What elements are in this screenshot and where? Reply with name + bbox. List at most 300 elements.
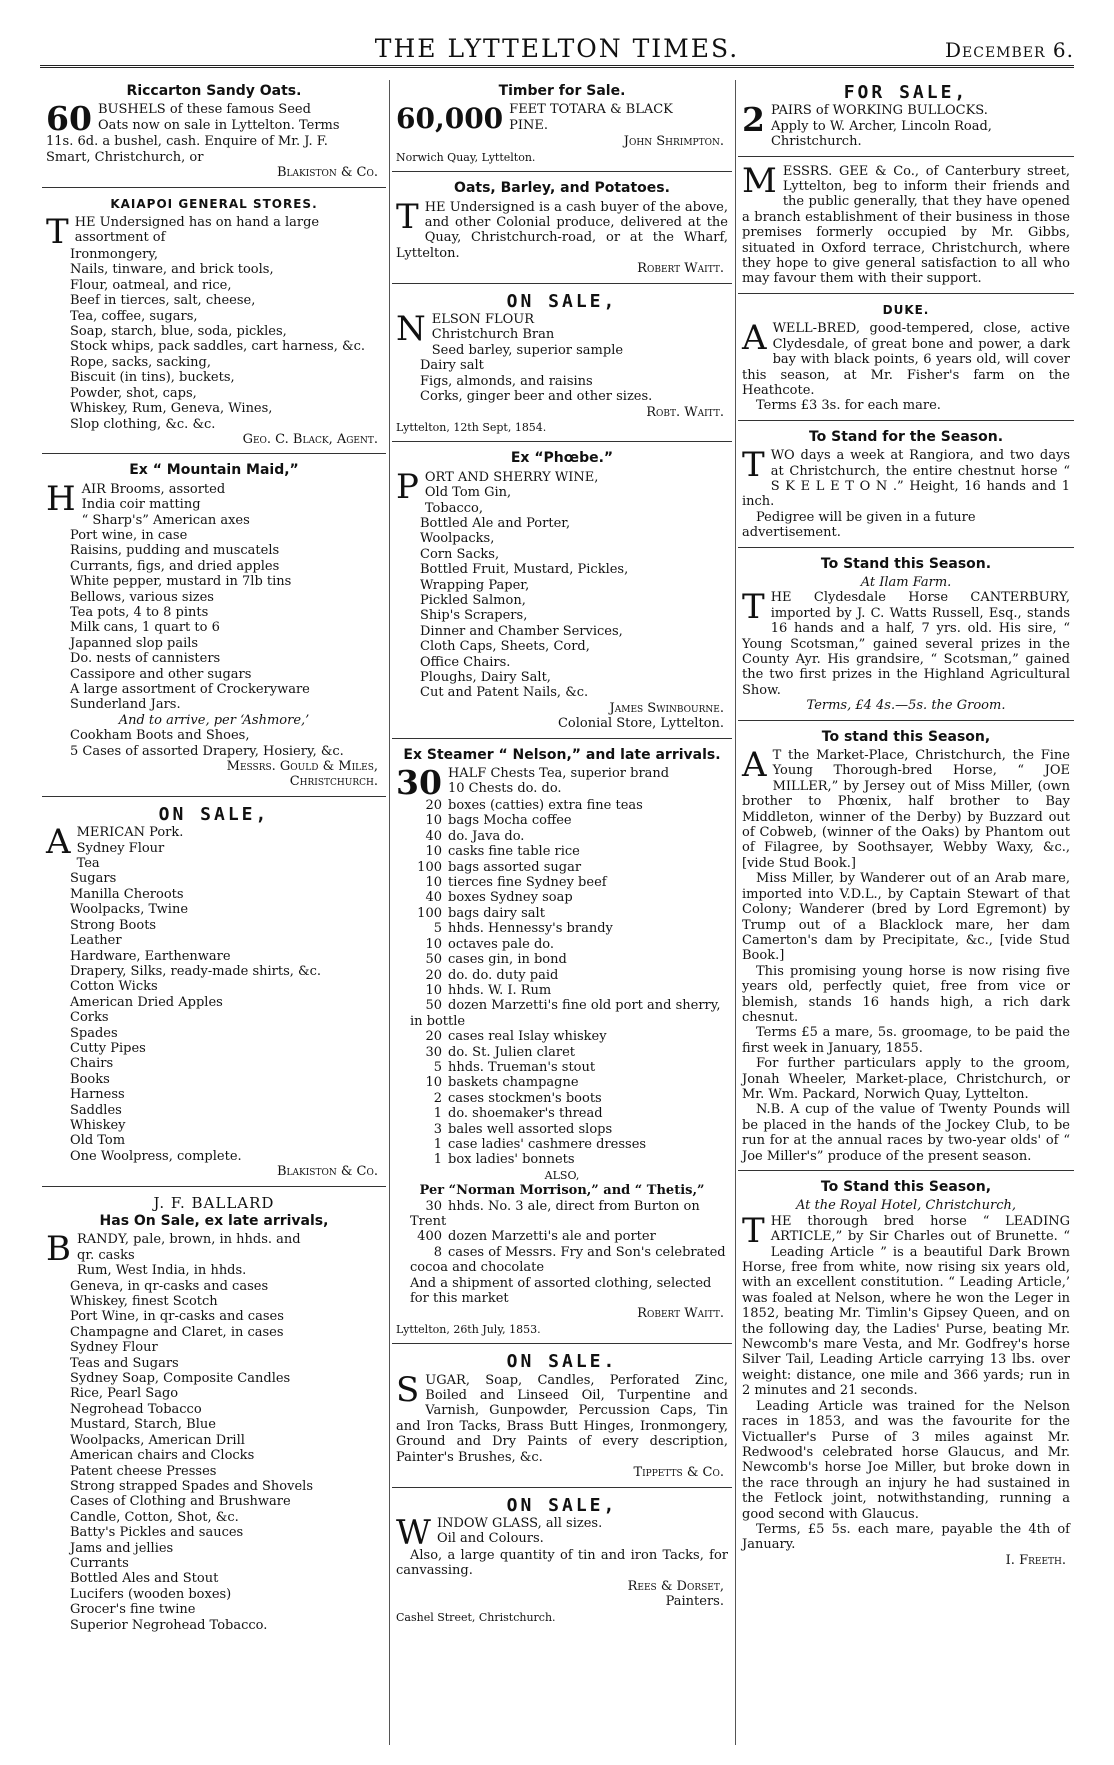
list-item: Flour, oatmeal, and rice,: [70, 277, 232, 293]
ad-text: AIR Brooms, assorted: [81, 481, 226, 497]
list-item: Cookham Boots and Shoes,: [70, 728, 250, 744]
item-description: bags dairy salt: [448, 905, 545, 921]
list-item: [396, 1229, 728, 1244]
ad-heading: To stand this Season,: [821, 728, 991, 745]
list-item: Figs, almonds, and raisins: [420, 373, 593, 389]
ad-oats-barley: [392, 177, 732, 283]
ad-text: 11s. 6d. a bushel, cash. Enquire of Mr. J. F.: [46, 134, 328, 150]
item-description: cases of Messrs. Fry and Son's celebrated cocoa and chocolate: [410, 1244, 726, 1276]
ad-timber: [392, 80, 732, 172]
item-quantity: 20: [425, 798, 442, 814]
list-item: Patent cheese Presses: [70, 1463, 217, 1479]
list-item: Lucifers (wooden boxes): [70, 1586, 232, 1602]
item-quantity: 1: [433, 1106, 442, 1122]
drop-cap: S: [396, 1369, 420, 1410]
list-item: Cutty Pipes: [70, 1040, 146, 1056]
list-item: Office Chairs.: [420, 654, 511, 670]
list-item: Jams and jellies: [70, 1540, 174, 1556]
item-quantity: 5: [433, 1059, 442, 1075]
item-description: case ladies' cashmere dresses: [448, 1136, 647, 1152]
ad-text: ELSON FLOUR: [431, 312, 534, 328]
list-item: [396, 1075, 728, 1090]
list-item: Whiskey, Rum, Geneva, Wines,: [70, 401, 273, 417]
drop-cap: A: [742, 318, 767, 359]
list-item: Corks: [70, 1010, 109, 1026]
ad-text: Apply to W. Archer, Lincoln Road, Christchurch.: [770, 118, 992, 150]
item-description: cases real Islay whiskey: [448, 1029, 607, 1045]
ad-signature: Rees & Dorset,: [627, 1578, 724, 1594]
item-quantity: 1: [433, 1152, 442, 1168]
list-item: Chairs: [70, 1056, 114, 1072]
list-item: Candle, Cotton, Shot, &c.: [70, 1509, 239, 1525]
list-item: Bottled Fruit, Mustard, Pickles,: [420, 562, 629, 578]
item-quantity: 10: [425, 1075, 442, 1091]
ad-signature: Robert Waitt.: [637, 261, 724, 277]
ad-phoebe: [392, 447, 732, 738]
list-item: Ship's Scrapers,: [420, 608, 528, 624]
ad-heading: ON SALE.: [506, 1351, 618, 1373]
list-item: Batty's Pickles and sauces: [70, 1525, 244, 1541]
list-item: Bottled Ales and Stout: [70, 1571, 219, 1587]
ad-subheading: At the Royal Hotel, Christchurch,: [795, 1198, 1017, 1214]
list-item: Sugars: [70, 871, 117, 887]
list-item: American Dried Apples: [70, 994, 223, 1010]
item-description: boxes Sydney soap: [448, 890, 573, 906]
ad-sugar: [392, 1349, 732, 1487]
list-item: Biscuit (in tins), buckets,: [70, 370, 235, 386]
list-item: Leather: [70, 933, 122, 949]
ad-signature: Blakiston & Co.: [276, 1164, 378, 1180]
ad-window-glass: [392, 1493, 732, 1631]
list-item: Old Tom Gin,: [424, 485, 512, 501]
list-item: [396, 844, 728, 859]
list-item: Tea, coffee, sugars,: [70, 308, 198, 324]
list-item: [396, 1060, 728, 1075]
item-description: casks fine table rice: [448, 844, 580, 860]
ad-heading: To Stand this Season.: [820, 555, 992, 572]
ad-signature: James Swinbourne.: [609, 700, 724, 716]
ad-date: Lyttelton, 26th July, 1853.: [396, 1322, 541, 1336]
list-item: Pickled Salmon,: [420, 592, 526, 608]
ad-heading: Ex “ Mountain Maid,”: [129, 462, 299, 479]
list-item: Christchurch Bran: [431, 327, 555, 343]
item-description: dozen Marzetti's fine old port and sherry, in bottle: [410, 998, 721, 1029]
ad-mountain-maid: [42, 459, 386, 797]
ad-heading: ON SALE,: [506, 1494, 618, 1516]
drop-cap: A: [742, 745, 767, 786]
ad-text: Miss Miller, by Wanderer out of an Arab mare, imported into V.D.L., by Captain Stewart of that Colony; Wanderer (bred by Lord Egremont) by Trump out of a Blacklock mare, her dam Camerton's dam by Precipitate, &c., [vide Stud Book.]: [742, 871, 1070, 964]
list-item: [396, 1122, 728, 1137]
list-item: Superior Negrohead Tobacco.: [70, 1617, 268, 1633]
list-item: Sydney Flour: [70, 1340, 158, 1356]
list-item: Tea: [76, 856, 100, 872]
list-item: Woolpacks,: [420, 531, 495, 547]
ad-heading: KAIAPOI GENERAL STORES.: [110, 196, 318, 211]
list-item: [396, 968, 728, 983]
ad-signature: Robert Waitt.: [637, 1306, 724, 1322]
item-list: [46, 247, 382, 432]
ad-text: WO days a week at Rangiora, and two days at Christchurch, the entire chestnut horse “ S K E L E T O N .” Height, 16 hands and 1 inch.: [742, 448, 1070, 510]
list-item: Tobacco,: [424, 500, 483, 516]
list-item: Sydney Flour: [76, 840, 165, 856]
ad-text: N.B. A cup of the value of Twenty Pounds will be placed in the hands of the Jockey Club, to be run for at the annual races by two-year olds' of “ Joe Miller's” produce of the present season.: [742, 1102, 1070, 1164]
list-item: Manilla Cheroots: [70, 886, 184, 902]
ad-text: HE Undersigned is a cash buyer of the above, and other Colonial produce, delivered at the Quay, Christchurch-road, or at the Wharf, Lyttelton.: [396, 199, 728, 261]
ad-bullocks: [738, 80, 1074, 157]
list-item: [396, 829, 728, 844]
list-item: Strong strapped Spades and Shovels: [70, 1478, 313, 1494]
ad-number: 60,000: [396, 102, 504, 136]
column-rule: [735, 80, 736, 1745]
item-description: boxes (catties) extra fine teas: [448, 798, 643, 814]
list-item: [396, 1199, 728, 1230]
item-description: bags assorted sugar: [448, 859, 582, 875]
list-item: [396, 875, 728, 890]
ad-joe-miller: [738, 726, 1074, 1171]
item-quantity: 10: [425, 982, 442, 998]
item-description: box ladies' bonnets: [448, 1152, 575, 1168]
ad-text: And a shipment of assorted clothing, selected for this market: [410, 1275, 712, 1307]
ad-heading: Ex “Phœbe.”: [510, 450, 614, 467]
item-quantity: 20: [425, 967, 442, 983]
list-item: India coir matting: [81, 497, 201, 513]
ad-subheading: At Ilam Farm.: [860, 574, 952, 590]
newspaper-title: THE LYTTELTON TIMES.: [374, 34, 740, 63]
drop-cap: T: [742, 445, 765, 486]
list-item: Bottled Ale and Porter,: [420, 515, 571, 531]
ad-heading: Timber for Sale.: [498, 83, 626, 99]
ad-text: HE Clydesdale Horse CANTERBURY, imported by J. C. Watts Russell, Esq., stands 16 hands and a half, 7 yrs. old. His sire, “ Young Scotsman,” gained several prizes in the County Ayr. His grandsire, “ Scotsman,” gained the two first prizes in the Highland Agricultural Show.: [742, 590, 1070, 698]
list-item: Tea pots, 4 to 8 pints: [70, 604, 209, 620]
list-item: Currants: [70, 1555, 129, 1571]
ad-signature: Colonial Store, Lyttelton.: [557, 716, 724, 732]
ad-signature: Robt. Waitt.: [646, 404, 724, 420]
ad-date: Lyttelton, 12th Sept, 1854.: [396, 420, 547, 434]
column-3: [738, 80, 1074, 1745]
ad-text: BUSHELS of these famous Seed: [97, 102, 311, 118]
item-description: bales well assorted slops: [448, 1121, 613, 1137]
ad-heading: ON SALE,: [158, 803, 270, 825]
list-item: Hardware, Earthenware: [70, 948, 231, 964]
item-quantity: 50: [425, 952, 442, 968]
ad-text: Oil and Colours.: [436, 1531, 544, 1547]
list-item: Cloth Caps, Sheets, Cord,: [420, 639, 590, 655]
list-item: [396, 813, 728, 828]
list-item: [396, 937, 728, 952]
ad-signature: Messrs. Gould & Miles,: [226, 759, 378, 775]
list-item: Do. nests of cannisters: [70, 651, 221, 667]
item-description: do. shoemaker's thread: [448, 1106, 603, 1122]
list-item: qr. casks: [77, 1247, 135, 1263]
list-item: [396, 998, 728, 1029]
item-list: [396, 798, 728, 1168]
list-item: Ploughs, Dairy Salt,: [420, 670, 551, 685]
list-item: Powder, shot, caps,: [70, 385, 197, 401]
ad-kaiapoi-stores: [42, 193, 386, 455]
list-item: Port Wine, in qr-casks and cases: [70, 1309, 284, 1325]
list-item: Woolpacks, Twine: [70, 902, 189, 918]
ad-text: T the Market-Place, Christchurch, the Fine Young Thorough-bred Horse, “ JOE MILLER,” by Jersey out of Miss Miller, (own brother to Phœnix, half brother to Bay Middleton, winner of the Derby) by Buzzard out of Cobweb, (winner of the Oaks) by Phantom out of Filagree, by Soothsayer, Webby Waxy, &c., [vide Stud Book.]: [742, 748, 1070, 871]
item-description: tierces fine Sydney beef: [448, 875, 607, 891]
drop-cap: N: [396, 309, 426, 350]
list-item: [396, 983, 728, 998]
ad-text: assortment of: [74, 230, 166, 246]
ad-subheading: Per “Norman Morrison,” and “ Thetis,”: [419, 1183, 705, 1199]
item-description: hhds. W. I. Rum: [448, 982, 552, 998]
drop-cap: W: [396, 1512, 431, 1553]
ad-text: UGAR, Soap, Candles, Perforated Zinc, Boiled and Linseed Oil, Turpentine and Varnish, Gunpowder, Percussion Caps, Tin and Iron Tacks, Brass Butt Hinges, Ironmongery, Ground and Dry Paints of every description, Painter's Brushes, &c.: [396, 1372, 728, 1465]
item-list: [46, 1248, 382, 1633]
ad-signature: Tippetts & Co.: [633, 1465, 724, 1481]
list-item: White pepper, mustard in 7lb tins: [70, 574, 292, 590]
ad-ballard: [42, 1192, 386, 1639]
ad-signature: John Shrimpton.: [623, 134, 724, 150]
ad-text: HE Undersigned has on hand a large: [74, 215, 320, 231]
list-item: Stock whips, pack saddles, cart harness, &c.: [70, 339, 365, 355]
list-item: Cassipore and other sugars: [70, 666, 252, 682]
list-item: [396, 1029, 728, 1044]
ad-text: This promising young horse is now rising five years old, perfectly quiet, free from vice or blemish, stands 16 hands high, a rich dark chesnut.: [742, 963, 1070, 1025]
list-item: Grocer's fine twine: [70, 1602, 196, 1618]
ad-text: Leading Article was trained for the Nelson races in 1853, and was the favourite for the Victualler's Purse of 3 miles against Mr. Redwood's celebrated horse Glaucus, and Mr. Newcomb's horse Joe Miller, but broke down in the race through an injury he had sustained in the Fetlock joint, notwithstanding, running a good second with Glaucus.: [742, 1398, 1070, 1522]
drop-cap: A: [46, 822, 71, 863]
item-quantity: 100: [417, 859, 442, 875]
ad-gee-co: [738, 162, 1074, 294]
ad-text: HE thorough bred horse “ LEADING ARTICLE,” by Sir Charles out of Brunette. “ Leading Article ” is a beautiful Dark Brown Horse, free from white, now rising six years old, with an excellent constitution. “ Leading Article,’ was foaled at Nelson, where he won the Leger in 1852, beating Mr. Timlin's Gipsey Queen, and on the following day, the Ladies' Purse, beating Mr. Newcomb's mare Vesta, and Mr. Godfrey's horse Silver Tail, Leading Article carrying 13 lbs. over weight: distance, one mile and 366 yards; run in 2 minutes and 21 seconds.: [742, 1213, 1070, 1399]
ad-canterbury: [738, 553, 1074, 721]
drop-cap: T: [46, 212, 69, 253]
list-item: Whiskey: [70, 1117, 126, 1133]
ad-on-sale-american: [42, 802, 386, 1187]
item-list: [46, 497, 382, 713]
list-item: Wrapping Paper,: [420, 577, 530, 593]
ad-text: PAIRS of WORKING BULLOCKS.: [770, 103, 988, 119]
item-list: [46, 728, 382, 759]
ad-text: Also, a large quantity of tin and iron Tacks, for canvassing.: [396, 1547, 728, 1579]
list-item: [396, 1245, 728, 1276]
list-item: Corks, ginger beer and other sizes.: [420, 389, 653, 405]
ad-terms: Terms £3 3s. for each mare.: [756, 398, 941, 414]
ad-text: ESSRS. GEE & Co., of Canterbury street, Lyttelton, beg to inform their friends and the public generally, that they have opened a branch establishment of their business in those premises formerly occupied by Mr. Gibbs, situated in Oxford terrace, Christchurch, where they hope to give general satisfaction to all who may favour them with their support.: [742, 163, 1070, 287]
item-description: cases gin, in bond: [448, 952, 567, 968]
list-item: [396, 952, 728, 967]
list-item: Rice, Pearl Sago: [70, 1386, 179, 1402]
column-rule: [389, 80, 390, 1745]
ad-text: PINE.: [509, 117, 549, 133]
ad-signature: Painters.: [665, 1594, 724, 1610]
list-item: [396, 798, 728, 813]
item-quantity: 400: [417, 1229, 442, 1245]
item-quantity: 40: [425, 890, 442, 906]
list-item: [396, 1091, 728, 1106]
list-item: Nails, tinware, and brick tools,: [70, 262, 274, 278]
list-item: Drapery, Silks, ready-made shirts, &c.: [70, 963, 322, 979]
ad-place: Cashel Street, Christchurch.: [396, 1610, 556, 1624]
list-item: Dinner and Chamber Services,: [420, 623, 623, 639]
ad-skeleton: [738, 426, 1074, 548]
item-description: do. do. duty paid: [448, 967, 559, 983]
ad-nelson-flour: [392, 289, 732, 443]
ad-steamer-nelson: [392, 744, 732, 1345]
list-item: 5 Cases of assorted Drapery, Hosiery, &c.: [70, 743, 344, 759]
item-quantity: 30: [425, 1198, 442, 1214]
column-1: [42, 80, 386, 1745]
ad-text: ORT AND SHERRY WINE,: [424, 469, 599, 485]
ad-text: WELL-BRED, good-tempered, close, active Clydesdale, of great bone and power, a dark bay with black points, 6 years old, will cover this season, at Mr. Fisher's farm on the Heathcote.: [742, 321, 1070, 398]
list-item: Strong Boots: [70, 917, 157, 933]
item-quantity: 10: [425, 813, 442, 829]
list-item: A large assortment of Crockeryware: [70, 682, 310, 697]
item-list: [396, 485, 728, 701]
list-item: Mustard, Starch, Blue: [70, 1417, 216, 1433]
list-item: Raisins, pudding and muscatels: [70, 543, 280, 559]
item-description: dozen Marzetti's ale and porter: [448, 1229, 656, 1245]
item-list: [396, 327, 728, 404]
ad-signature: Blakiston & Co.: [276, 165, 378, 181]
masthead: [40, 30, 1074, 68]
list-item: [396, 1045, 728, 1060]
list-item: Ironmongery,: [70, 247, 159, 263]
list-item: Port wine, in case: [70, 527, 188, 543]
item-description: hhds. Hennessy's brandy: [448, 921, 613, 937]
item-list: [46, 841, 382, 1165]
drop-cap: T: [742, 587, 765, 628]
ad-number: 2: [742, 100, 765, 140]
list-item: Milk cans, 1 quart to 6: [70, 620, 220, 636]
ad-text: For further particulars apply to the groom, Jonah Wheeler, Market-place, Christchurch, or Mr. Wm. Packard, Norwich Quay, Lyttelton.: [742, 1056, 1070, 1102]
drop-cap: T: [396, 196, 419, 237]
item-description: baskets champagne: [448, 1075, 579, 1091]
list-item: Japanned slop pails: [70, 635, 199, 651]
ad-text: 10 Chests do. do.: [447, 781, 562, 797]
list-item: [396, 860, 728, 875]
ad-text: INDOW GLASS, all sizes.: [436, 1515, 603, 1531]
drop-cap: T: [742, 1210, 765, 1251]
ad-terms: Terms, £4 4s.—5s. the Groom.: [806, 698, 1006, 714]
list-item: Sunderland Jars.: [70, 697, 181, 713]
ad-also: ALSO,: [544, 1168, 580, 1182]
drop-cap: P: [396, 466, 419, 507]
ad-text: Terms £5 a mare, 5s. groomage, to be paid the first week in January, 1855.: [742, 1025, 1070, 1056]
ad-heading: To Stand this Season,: [820, 1179, 992, 1195]
list-item: Teas and Sugars: [70, 1355, 179, 1371]
ad-heading: ON SALE,: [506, 290, 618, 312]
list-item: Negrohead Tobacco: [70, 1401, 202, 1417]
list-item: One Woolpress, complete.: [70, 1148, 242, 1164]
list-item: [396, 906, 728, 921]
list-item: Harness: [70, 1087, 125, 1103]
ad-text: MERICAN Pork.: [76, 825, 184, 841]
ad-heading: Has On Sale, ex late arrivals,: [99, 1213, 329, 1229]
list-item: Corn Sacks,: [420, 546, 500, 562]
item-quantity: 20: [425, 1029, 442, 1045]
list-item: Dairy salt: [420, 358, 484, 374]
item-quantity: 10: [425, 844, 442, 860]
item-description: hhds. No. 3 ale, direct from Burton on Trent: [410, 1198, 700, 1229]
list-item: Spades: [70, 1025, 118, 1041]
list-item: Books: [70, 1071, 110, 1087]
ad-text: Oats now on sale in Lyttelton. Terms: [97, 117, 340, 133]
list-item: Geneva, in qr-casks and cases: [70, 1278, 269, 1294]
list-item: Saddles: [70, 1102, 122, 1118]
item-quantity: 2: [433, 1090, 442, 1106]
column-2: [392, 80, 732, 1745]
list-item: Bellows, various sizes: [70, 589, 214, 605]
ad-text: Pedigree will be given in a future advertisement.: [742, 509, 976, 541]
ad-signature: Christchurch.: [289, 774, 378, 790]
ad-heading: To Stand for the Season.: [808, 428, 1004, 445]
item-quantity: 1: [433, 1136, 442, 1152]
list-item: “ Sharp's” American axes: [81, 512, 250, 528]
ad-heading: Oats, Barley, and Potatoes.: [454, 180, 670, 197]
ad-number: 30: [396, 763, 442, 803]
ad-heading: DUKE.: [882, 302, 930, 317]
list-item: [396, 921, 728, 936]
list-item: Whiskey, finest Scotch: [70, 1294, 218, 1310]
item-description: do. Java do.: [448, 828, 525, 844]
list-item: American chairs and Clocks: [70, 1448, 255, 1464]
ad-text: FEET TOTARA & BLACK: [509, 102, 673, 118]
ad-leading-article: [738, 1176, 1074, 1574]
drop-cap: M: [742, 160, 777, 201]
item-quantity: 10: [425, 875, 442, 891]
item-quantity: 5: [433, 921, 442, 937]
list-item: Slop clothing, &c. &c.: [70, 416, 216, 432]
ad-subheading: And to arrive, per ‘Ashmore,’: [118, 712, 310, 728]
list-item: [396, 1152, 728, 1167]
item-quantity: 8: [433, 1244, 442, 1260]
ad-riccarton-oats: [42, 80, 386, 188]
item-quantity: 3: [433, 1121, 442, 1137]
list-item: Old Tom: [70, 1133, 126, 1149]
ad-text: HALF Chests Tea, superior brand: [447, 766, 670, 782]
item-description: cases stockmen's boots: [448, 1090, 602, 1106]
ad-text: Terms, £5 5s. each mare, payable the 4th of January.: [742, 1521, 1070, 1553]
ad-heading: Riccarton Sandy Oats.: [126, 83, 302, 99]
ad-signature: I. Freeth.: [1005, 1552, 1066, 1568]
list-item: Woolpacks, American Drill: [70, 1432, 245, 1448]
list-item: Seed barley, superior sample: [431, 342, 624, 358]
ad-place: Norwich Quay, Lyttelton.: [396, 150, 536, 164]
ad-duke: [738, 299, 1074, 421]
item-quantity: 10: [425, 936, 442, 952]
list-item: [396, 890, 728, 905]
ad-signature: Geo. C. Black, Agent.: [242, 431, 378, 447]
item-description: bags Mocha coffee: [448, 813, 572, 829]
ad-text: RANDY, pale, brown, in hhds. and: [77, 1232, 301, 1248]
list-item: [396, 1106, 728, 1121]
list-item: Cut and Patent Nails, &c.: [420, 685, 589, 701]
list-item: Rope, sacks, sacking,: [70, 354, 211, 370]
item-list: [396, 1199, 728, 1276]
list-item: Champagne and Claret, in cases: [70, 1324, 284, 1340]
issue-date: December 6.: [944, 38, 1074, 62]
item-quantity: 50: [425, 998, 442, 1014]
ad-heading: Ex Steamer “ Nelson,” and late arrivals.: [403, 746, 721, 763]
list-item: Currants, figs, and dried apples: [70, 558, 280, 574]
list-item: Cases of Clothing and Brushware: [70, 1494, 291, 1510]
item-description: do. St. Julien claret: [448, 1044, 575, 1060]
list-item: Beef in tierces, salt, cheese,: [70, 293, 256, 309]
list-item: [396, 1137, 728, 1152]
item-description: hhds. Trueman's stout: [448, 1059, 596, 1075]
item-description: octaves pale do.: [448, 936, 555, 952]
list-item: Sydney Soap, Composite Candles: [70, 1371, 291, 1387]
list-item: Soap, starch, blue, soda, pickles,: [70, 324, 287, 340]
item-quantity: 40: [425, 828, 442, 844]
ad-number: 60: [46, 99, 92, 139]
ad-name: J. F. BALLARD: [153, 1193, 275, 1212]
